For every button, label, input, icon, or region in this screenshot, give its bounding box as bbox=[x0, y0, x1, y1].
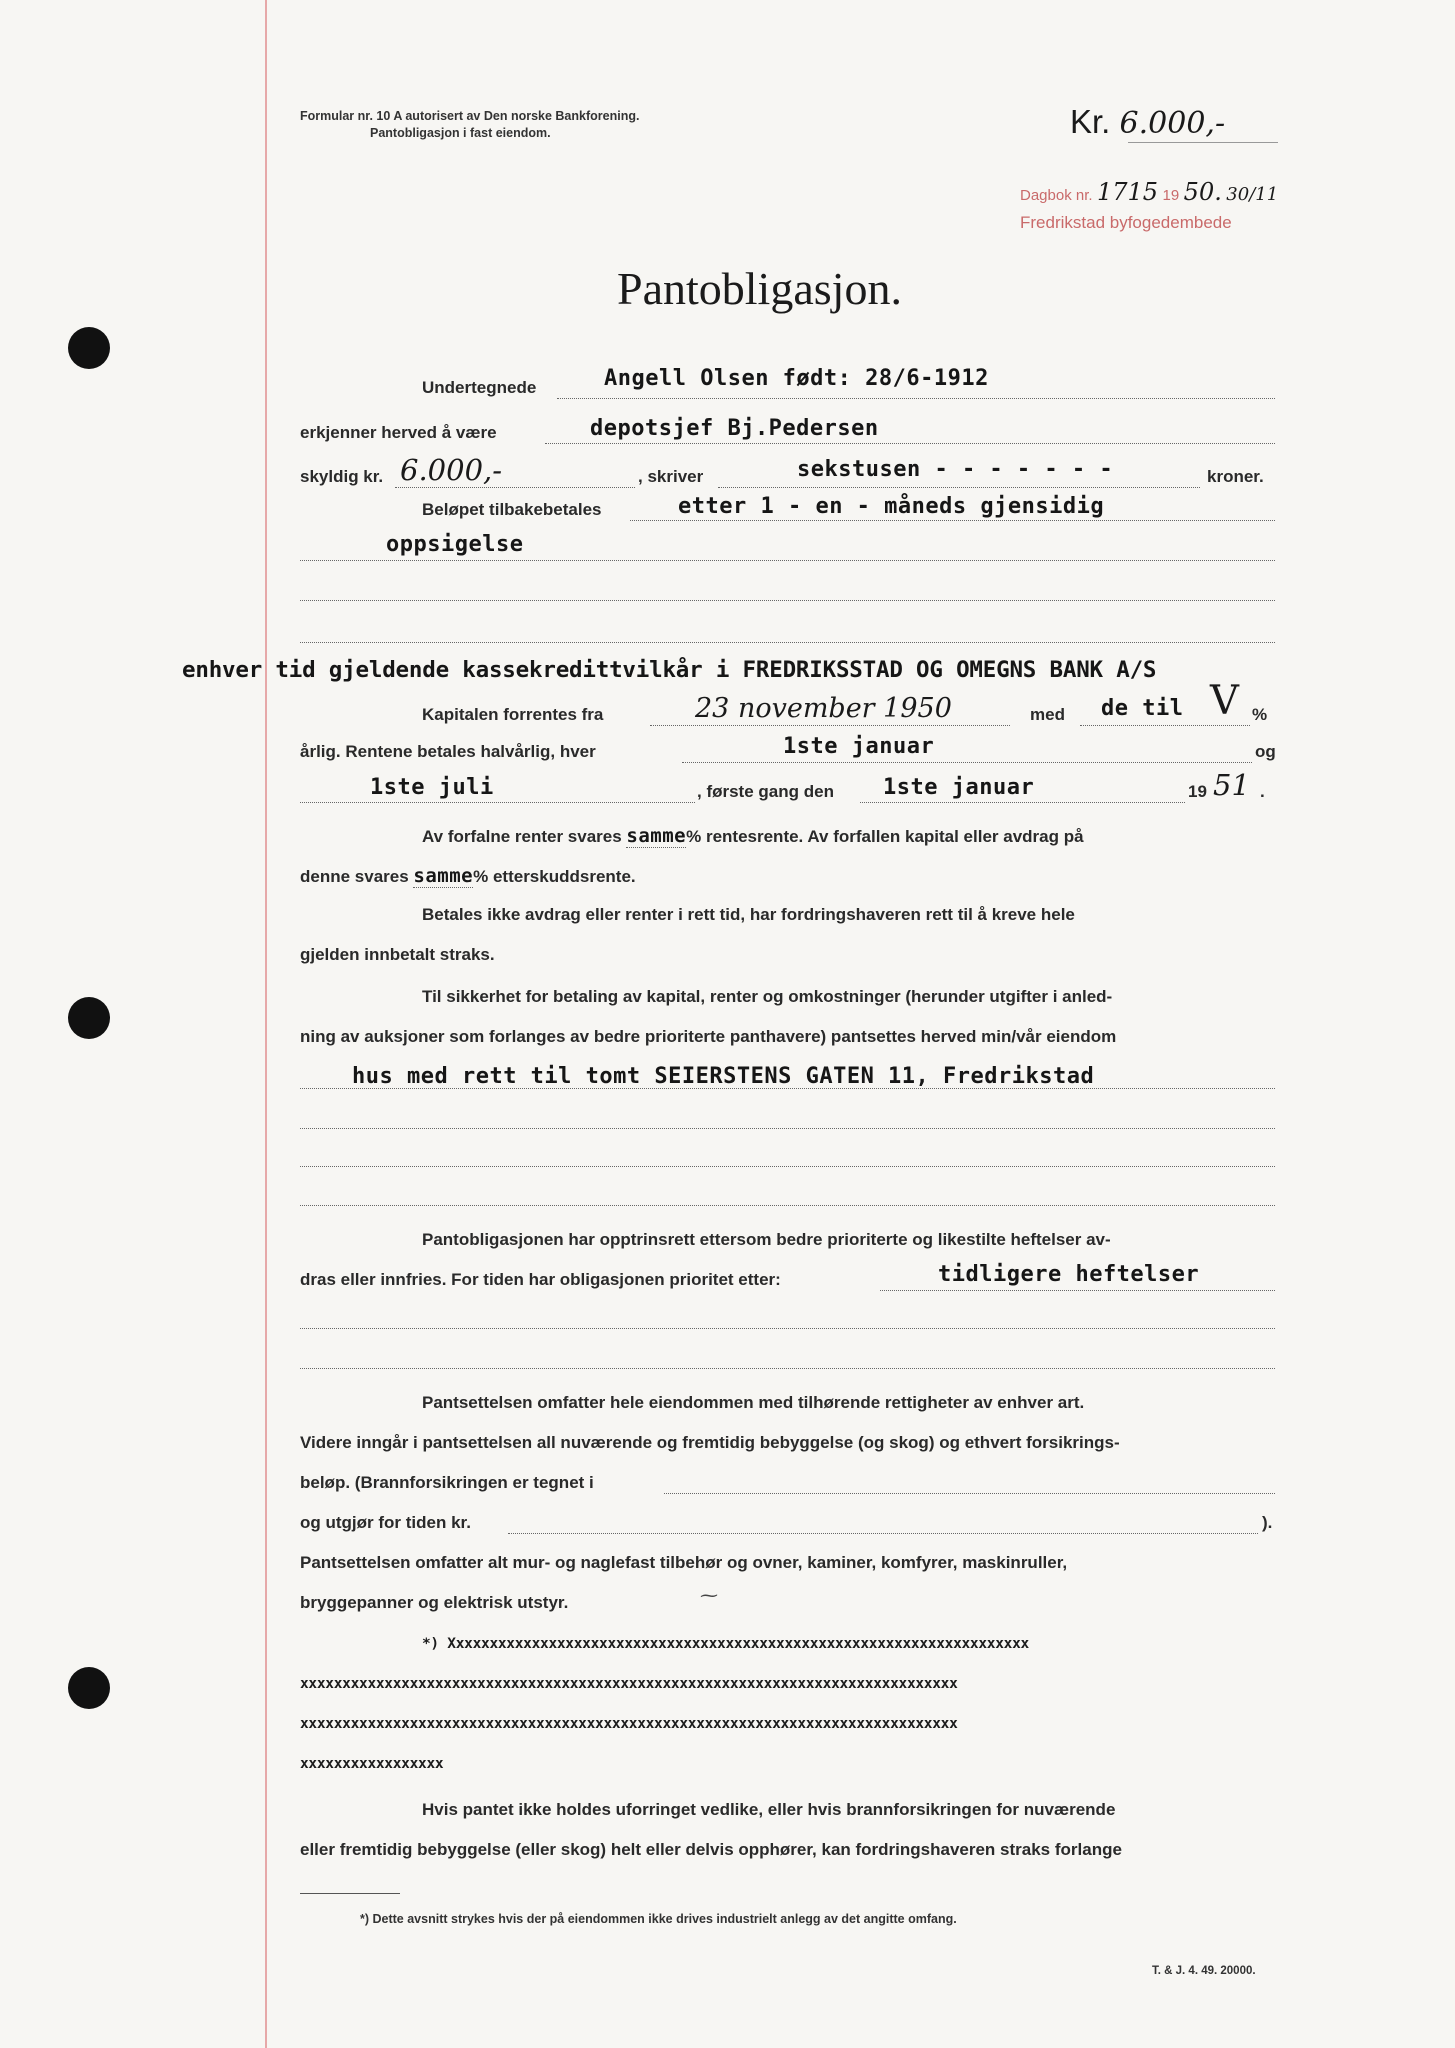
year-value: 51 bbox=[1213, 768, 1250, 802]
forfalne-paragraph bbox=[422, 825, 1084, 847]
skriver-value: sekstusen - - - - - - - bbox=[797, 457, 1114, 482]
skyldig-label: skyldig kr. bbox=[300, 467, 384, 486]
fill-line bbox=[300, 1166, 1275, 1167]
form-line: Formular nr. 10 A autorisert av Den norske Bankforening. bbox=[300, 109, 640, 123]
fill-line bbox=[545, 443, 1275, 444]
percent-sign: % bbox=[1252, 705, 1268, 724]
fill-line bbox=[395, 487, 635, 488]
stamp-year-prefix: 19 bbox=[1162, 187, 1180, 204]
year-end: . bbox=[1260, 782, 1265, 801]
fill-line bbox=[508, 1533, 1258, 1534]
omfatter-line-end: ). bbox=[1262, 1513, 1273, 1532]
printer-code: T. & J. 4. 49. 20000. bbox=[1152, 1965, 1256, 1977]
kapital-label: Kapitalen forrentes fra bbox=[422, 705, 604, 724]
rate-value: de til bbox=[1101, 696, 1184, 721]
kroner-label: kroner. bbox=[1207, 467, 1264, 486]
amount-prefix: Kr. bbox=[1070, 103, 1111, 140]
fill-line bbox=[650, 725, 1010, 726]
stamp-year: 50. bbox=[1183, 178, 1222, 206]
undertegnede-value: Angell Olsen født: 28/6-1912 bbox=[604, 366, 989, 391]
form-header bbox=[300, 108, 639, 142]
fill-line bbox=[300, 1368, 1275, 1369]
property-value: hus med rett til tomt SEIERSTENS GATEN 11, Fredrikstad bbox=[352, 1064, 1095, 1089]
struck-line: xxxxxxxxxxxxxxxxxxxxxxxxxxxxxxxxxxxxxxxxxxxxxxxxxxxxxxxxxxxxxxxxxxxxxxxxxxxxxx bbox=[300, 1676, 958, 1692]
fill-line bbox=[682, 762, 1252, 763]
belopet-value-2: oppsigelse bbox=[386, 532, 524, 557]
omfatter-line: og utgjør for tiden kr. bbox=[300, 1513, 471, 1532]
arlig-label: årlig. Rentene betales halvårlig, hver bbox=[300, 742, 596, 761]
fill-line bbox=[630, 520, 1275, 521]
fill-line bbox=[860, 802, 1185, 803]
struck-line: *) Xxxxxxxxxxxxxxxxxxxxxxxxxxxxxxxxxxxxxxxxxxxxxxxxxxxxxxxxxxxxxxxxxxxxx bbox=[422, 1636, 1029, 1652]
footnote-rule bbox=[300, 1893, 400, 1894]
denne-pre: denne svares bbox=[300, 867, 409, 886]
punch-hole bbox=[68, 1667, 110, 1709]
skyldig-value: 6.000,- bbox=[400, 453, 503, 487]
forste-label: , første gang den bbox=[697, 782, 834, 801]
fill-line bbox=[300, 600, 1275, 601]
amount-header bbox=[1070, 103, 1225, 141]
arlig-value: 1ste januar bbox=[783, 734, 935, 759]
year-prefix: 19 bbox=[1188, 782, 1207, 801]
fill-line bbox=[300, 802, 695, 803]
stamp-number: 1715 bbox=[1097, 178, 1159, 206]
fill-line bbox=[300, 1128, 1275, 1129]
med-label: med bbox=[1030, 705, 1065, 724]
skriver-label: , skriver bbox=[638, 467, 704, 486]
kassekreditt-line: enhver tid gjeldende kassekredittvilkår i FREDRIKSSTAD OG OMEGNS BANK A/S bbox=[182, 657, 1157, 683]
juli-value: 1ste juli bbox=[370, 775, 494, 800]
fill-line bbox=[880, 1290, 1275, 1291]
denne-paragraph bbox=[300, 865, 636, 887]
hvis-line: eller fremtidig bebyggelse (eller skog) helt eller delvis opphører, kan fordringshaveren straks forlange bbox=[300, 1840, 1122, 1859]
stamp-label: Dagbok nr. bbox=[1020, 187, 1093, 204]
form-line: Pantobligasjon i fast eiendom. bbox=[370, 126, 551, 140]
omfatter-line: beløp. (Brannforsikringen er tegnet i bbox=[300, 1473, 594, 1492]
belopet-label: Beløpet tilbakebetales bbox=[422, 500, 602, 519]
footnote: *) Dette avsnitt strykes hvis der på eiendommen ikke drives industrielt anlegg av det angitte omfang. bbox=[360, 1912, 957, 1926]
amount-underline bbox=[1128, 142, 1278, 143]
fill-line bbox=[300, 560, 1275, 561]
fill-line bbox=[1080, 725, 1250, 726]
betales-line: Betales ikke avdrag eller renter i rett tid, har fordringshaveren rett til å kreve hele bbox=[422, 905, 1075, 924]
denne-post: % etterskuddsrente. bbox=[473, 867, 636, 886]
fill-line bbox=[300, 1328, 1275, 1329]
punch-hole bbox=[68, 327, 110, 369]
document-title: Pantobligasjon. bbox=[617, 263, 902, 314]
struck-line: xxxxxxxxxxxxxxxxxxxxxxxxxxxxxxxxxxxxxxxxxxxxxxxxxxxxxxxxxxxxxxxxxxxxxxxxxxxxxx bbox=[300, 1716, 958, 1732]
stamp-office: Fredrikstad byfogedembede bbox=[1020, 213, 1232, 232]
kapital-date: 23 november 1950 bbox=[695, 693, 952, 724]
rate-mark: V bbox=[1210, 678, 1239, 724]
margin-line bbox=[265, 0, 267, 2048]
sikkerhet-line: Til sikkerhet for betaling av kapital, renter og omkostninger (herunder utgifter i anled- bbox=[422, 987, 1113, 1006]
belopet-value: etter 1 - en - måneds gjensidig bbox=[678, 494, 1105, 519]
fill-line bbox=[718, 487, 1200, 488]
hvis-line: Hvis pantet ikke holdes uforringet vedlike, eller hvis brannforsikringen for nuværende bbox=[422, 1800, 1116, 1819]
og-label: og bbox=[1255, 742, 1276, 761]
opptrinn-line: Pantobligasjonen har opptrinsrett ettersom bedre prioriterte og likestilte heftelser av- bbox=[422, 1230, 1111, 1249]
denne-value: samme bbox=[413, 865, 474, 887]
forfalne-pre: Av forfalne renter svares bbox=[422, 827, 622, 846]
fill-line bbox=[300, 1205, 1275, 1206]
opptrinn-line: dras eller innfries. For tiden har obligasjonen prioritet etter: bbox=[300, 1270, 781, 1289]
amount-value: 6.000,- bbox=[1119, 106, 1226, 141]
forfalne-value: samme bbox=[626, 825, 687, 847]
erkjenner-label: erkjenner herved å være bbox=[300, 423, 497, 442]
prioritet-value: tidligere heftelser bbox=[938, 1262, 1200, 1287]
omfatter-line: Pantsettelsen omfatter hele eiendommen med tilhørende rettigheter av enhver art. bbox=[422, 1393, 1085, 1412]
omfatter-line: Videre inngår i pantsettelsen all nuværende og fremtidig bebyggelse (og skog) og ethvert forsikrings- bbox=[300, 1433, 1120, 1452]
fill-line bbox=[300, 642, 1275, 643]
forfalne-post: % rentesrente. Av forfallen kapital eller avdrag på bbox=[686, 827, 1084, 846]
stamp-date: 30/11 bbox=[1226, 184, 1279, 205]
betales-line: gjelden innbetalt straks. bbox=[300, 945, 495, 964]
forste-value: 1ste januar bbox=[883, 775, 1035, 800]
registry-stamp bbox=[1020, 178, 1278, 206]
fill-line bbox=[664, 1493, 1275, 1494]
struck-line: xxxxxxxxxxxxxxxxx bbox=[300, 1756, 444, 1772]
sikkerhet-line: ning av auksjoner som forlanges av bedre prioriterte panthavere) pantsettes herved min/vår eiendom bbox=[300, 1027, 1117, 1046]
tilbehor-line: bryggepanner og elektrisk utstyr. bbox=[300, 1593, 569, 1612]
punch-hole bbox=[68, 997, 110, 1039]
erkjenner-value: depotsjef Bj.Pedersen bbox=[590, 416, 879, 441]
fill-line bbox=[557, 398, 1275, 399]
undertegnede-label: Undertegnede bbox=[422, 378, 537, 397]
tilbehor-line: Pantsettelsen omfatter alt mur- og naglefast tilbehør og ovner, kaminer, komfyrer, maskinruller, bbox=[300, 1553, 1068, 1572]
pen-mark: ⁓ bbox=[700, 1585, 718, 1606]
